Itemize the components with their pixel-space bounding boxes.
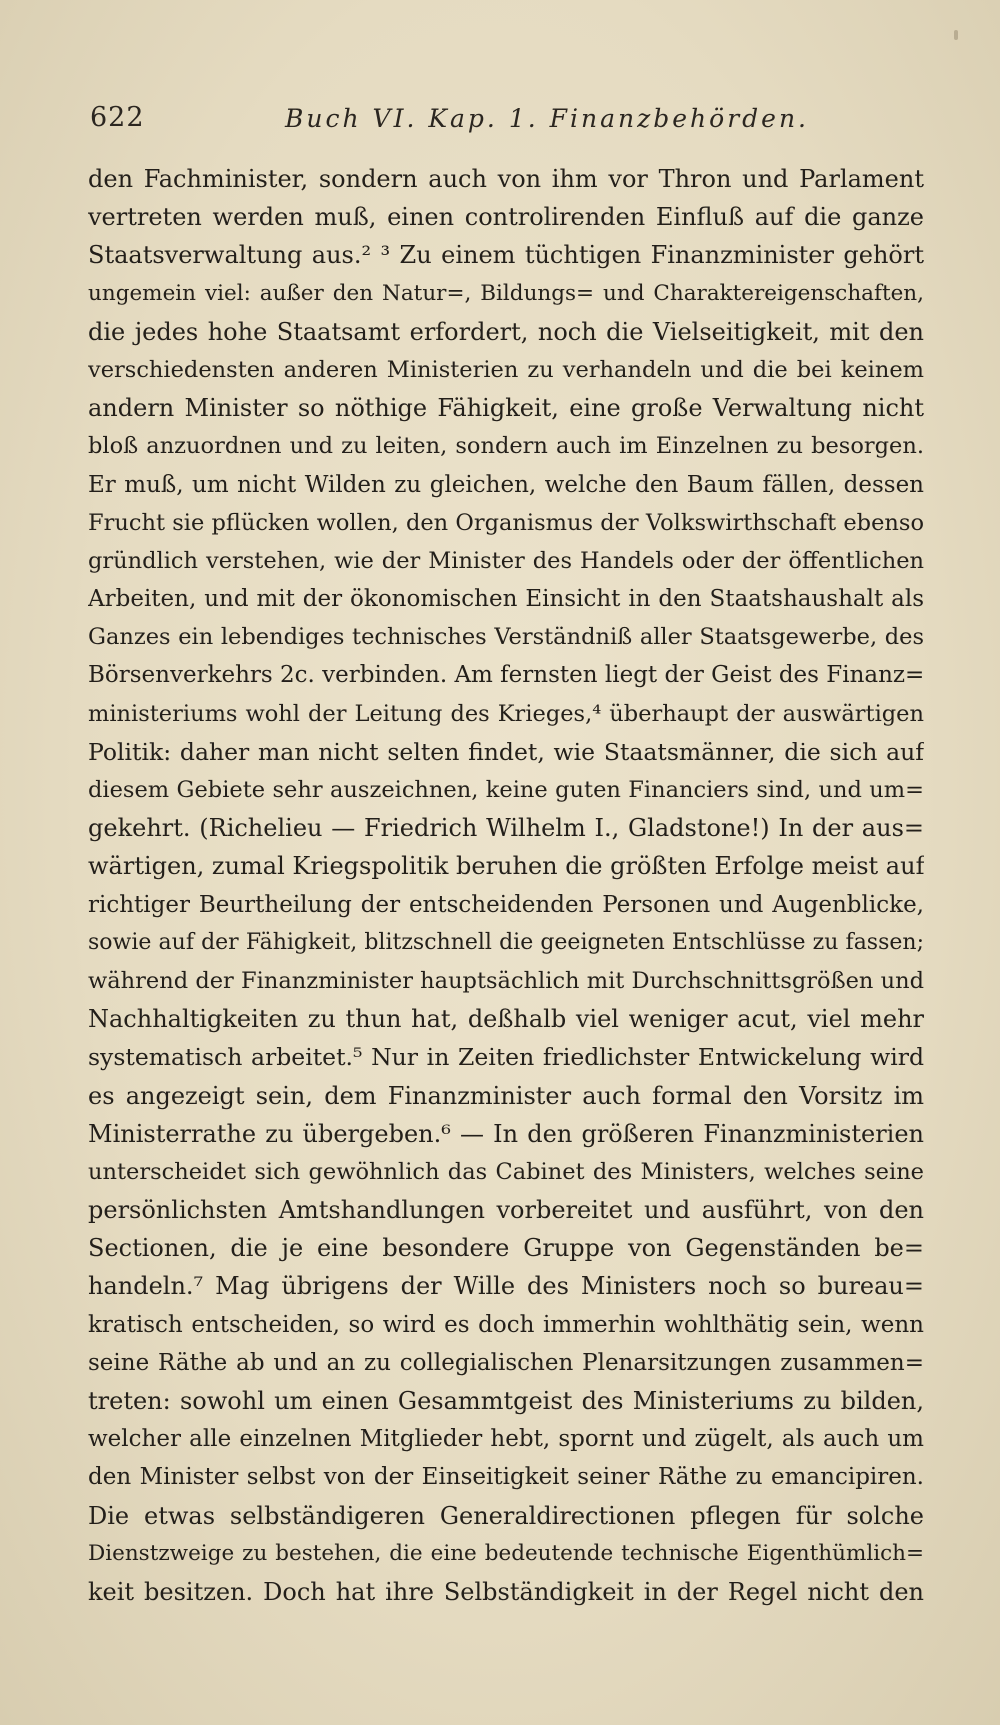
text-line: Staatsverwaltung aus.² ³ Zu einem tüchtigen Finanzminister gehört — [88, 241, 924, 270]
text-line: handeln.⁷ Mag übrigens der Wille des Ministers noch so bureau= — [88, 1272, 924, 1301]
text-line: wärtigen, zumal Kriegspolitik beruhen die größten Erfolge meist auf — [88, 852, 924, 881]
text-line: Börsenverkehrs 2c. verbinden. Am fernsten liegt der Geist des Finanz= — [88, 662, 924, 689]
text-line: Frucht sie pflücken wollen, den Organismus der Volkswirthschaft ebenso — [88, 509, 924, 536]
text-line: kratisch entscheiden, so wird es doch immerhin wohlthätig sein, wenn — [88, 1311, 924, 1338]
text-line: gekehrt. (Richelieu — Friedrich Wilhelm I., Gladstone!) In der aus= — [88, 814, 924, 843]
body-text — [88, 160, 924, 1611]
text-line: Ganzes ein lebendiges technisches Verständniß aller Staatsgewerbe, des — [88, 624, 924, 651]
text-line: sowie auf der Fähigkeit, blitzschnell die geeigneten Entschlüsse zu fassen; — [88, 929, 924, 955]
text-line: Politik: daher man nicht selten findet, wie Staatsmänner, die sich auf — [88, 737, 924, 766]
text-line: vertreten werden muß, einen controlirenden Einfluß auf die ganze — [88, 203, 924, 232]
text-line: persönlichsten Amtshandlungen vorbereitet und ausführt, von den — [88, 1196, 924, 1225]
text-line: den Fachminister, sondern auch von ihm vor Thron und Parlament — [88, 165, 924, 193]
text-line: ungemein viel: außer den Natur=, Bildungs= und Charaktereigenschaften, — [88, 280, 924, 306]
text-line: diesem Gebiete sehr auszeichnen, keine guten Financiers sind, und um= — [88, 777, 924, 803]
text-line: gründlich verstehen, wie der Minister des Handels oder der öffentlichen — [88, 547, 924, 574]
text-line: Dienstzweige zu bestehen, die eine bedeutende technische Eigenthümlich= — [88, 1540, 924, 1566]
page-header — [90, 102, 920, 142]
text-line: den Minister selbst von der Einseitigkeit seiner Räthe zu emancipiren. — [88, 1464, 924, 1491]
text-line: systematisch arbeitet.⁵ Nur in Zeiten friedlichster Entwickelung wird — [88, 1043, 924, 1072]
text-line: andern Minister so nöthige Fähigkeit, eine große Verwaltung nicht — [88, 394, 924, 423]
running-title: Buch VI. Kap. 1. Finanzbehörden. — [285, 104, 809, 133]
text-line: treten: sowohl um einen Gesammtgeist des Ministeriums zu bilden, — [88, 1387, 924, 1415]
page-number: 622 — [90, 102, 145, 133]
text-line: Er muß, um nicht Wilden zu gleichen, welche den Baum fällen, dessen — [88, 471, 924, 498]
text-line: Ministerrathe zu übergeben.⁶ — In den größeren Finanzministerien — [88, 1119, 924, 1148]
text-line: verschiedensten anderen Ministerien zu verhandeln und die bei keinem — [88, 356, 924, 383]
text-line: keit besitzen. Doch hat ihre Selbständigkeit in der Regel nicht den — [88, 1577, 924, 1606]
text-line: Nachhaltigkeiten zu thun hat, deßhalb viel weniger acut, viel mehr — [88, 1005, 924, 1034]
text-line: ministeriums wohl der Leitung des Krieges,⁴ überhaupt der auswärtigen — [88, 700, 924, 727]
text-line: welcher alle einzelnen Mitglieder hebt, spornt und zügelt, als auch um — [88, 1426, 924, 1453]
text-line: die jedes hohe Staatsamt erfordert, noch die Vielseitigkeit, mit den — [88, 317, 924, 346]
paper-speck — [954, 30, 958, 40]
text-line: bloß anzuordnen und zu leiten, sondern auch im Einzelnen zu besorgen. — [88, 433, 924, 460]
text-line: Arbeiten, und mit der ökonomischen Einsicht in den Staatshaushalt als — [88, 586, 924, 613]
text-line: richtiger Beurtheilung der entscheidenden Personen und Augenblicke, — [88, 891, 924, 918]
text-line: unterscheidet sich gewöhnlich das Cabinet des Ministers, welches seine — [88, 1158, 924, 1185]
text-line: Die etwas selbständigeren Generaldirectionen pflegen für solche — [88, 1501, 924, 1530]
text-line: während der Finanzminister hauptsächlich mit Durchschnittsgrößen und — [88, 967, 924, 994]
text-line: seine Räthe ab und an zu collegialischen Plenarsitzungen zusammen= — [88, 1349, 924, 1376]
text-line: es angezeigt sein, dem Finanzminister auch formal den Vorsitz im — [88, 1081, 924, 1110]
text-line: Sectionen, die je eine besondere Gruppe von Gegenständen be= — [88, 1234, 924, 1263]
